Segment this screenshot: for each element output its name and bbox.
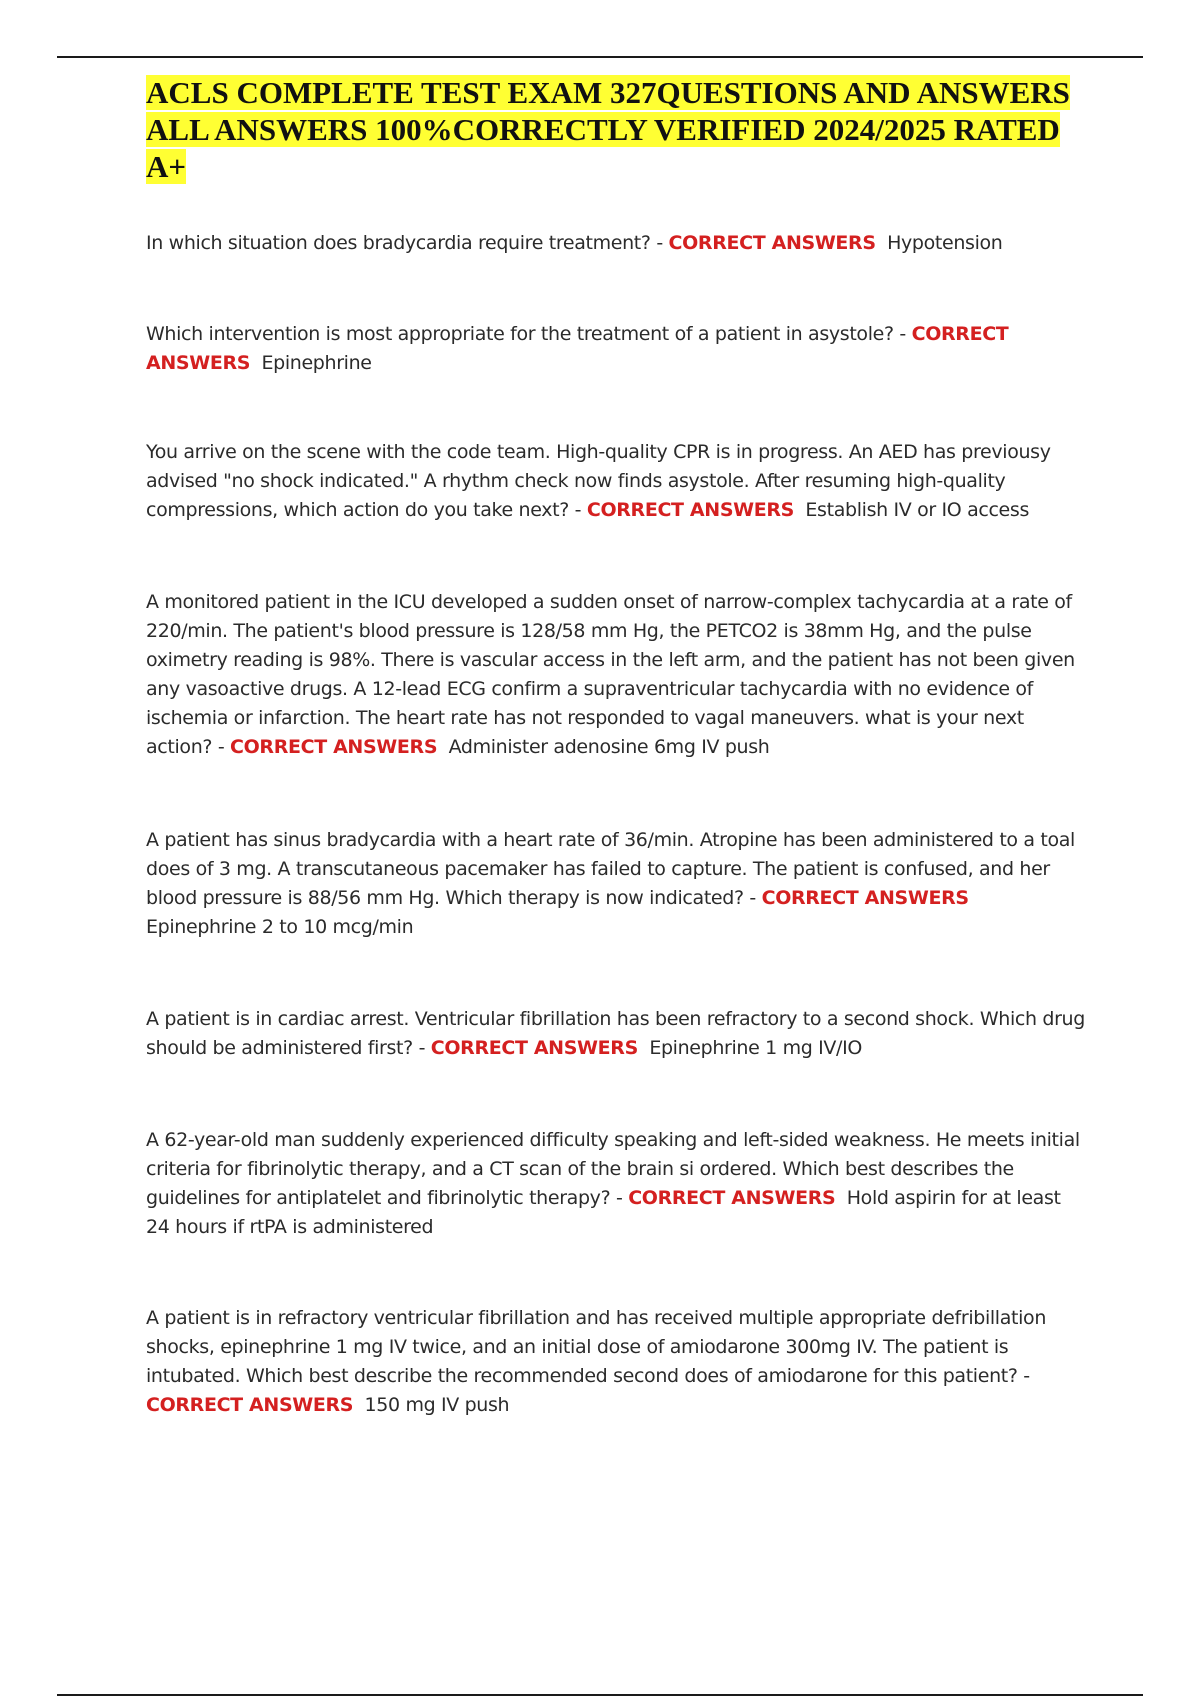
answer-text: Administer adenosine 6mg IV push <box>448 736 770 758</box>
correct-answers-label: CORRECT ANSWERS <box>668 232 876 254</box>
separator: - <box>893 323 912 345</box>
correct-answers-label: CORRECT ANSWERS <box>628 1187 836 1209</box>
answer-text: Epinephrine 2 to 10 mcg/min <box>146 916 414 938</box>
separator: - <box>610 1187 629 1209</box>
answer-text: Establish IV or IO access <box>805 499 1029 521</box>
answer-text: Epinephrine 1 mg IV/IO <box>649 1037 862 1059</box>
question-text: A monitored patient in the ICU developed a sudden onset of narrow-complex tachycardia at a rate of 220/min. The patient's blood pressure is 128/58 mm Hg, the PETCO2 is 38mm Hg, and the pulse oximetry reading is 98%. There is vascular access in the left arm, and the patient has not been given any vasoactive drugs. A 12-lead ECG confirm a supraventricular tachycardia with no evidence of ischemia or infarction. The heart rate has not responded to vagal maneuvers. what is your next action? <box>146 591 1075 758</box>
question-text: In which situation does bradycardia require treatment? <box>146 232 651 254</box>
qa-item <box>146 1005 1086 1063</box>
qa-item <box>146 320 1086 378</box>
correct-answers-label: CORRECT ANSWERS <box>430 1037 638 1059</box>
question-text: Which intervention is most appropriate for the treatment of a patient in asystole? <box>146 323 894 345</box>
answer-text: Hypotension <box>887 232 1003 254</box>
correct-answers-label: CORRECT ANSWERS <box>146 1394 354 1416</box>
correct-answers-label: CORRECT ANSWERS <box>146 323 1009 374</box>
qa-item <box>146 826 1086 942</box>
header-rule <box>57 56 1143 58</box>
document-title <box>146 74 1086 185</box>
qa-item <box>146 1304 1086 1420</box>
separator: - <box>568 499 587 521</box>
answer-text: 150 mg IV push <box>364 1394 510 1416</box>
separator: - <box>412 1037 431 1059</box>
qa-item <box>146 438 1086 525</box>
qa-item <box>146 588 1086 762</box>
question-text: A patient is in refractory ventricular fibrillation and has received multiple appropriate defribillation shocks, epinephrine 1 mg IV twice, and an initial dose of amiodarone 300mg IV. The patient is intubated. Which best describe the recommended second does of amiodarone for this patient? <box>146 1307 1047 1387</box>
question-text: A patient has sinus bradycardia with a heart rate of 36/min. Atropine has been administered to a toal does of 3 mg. A transcutaneous pacemaker has failed to capture. The patient is confused, and her blood pressure is 88/56 mm Hg. Which therapy is now indicated? <box>146 829 1075 909</box>
qa-item <box>146 229 1086 258</box>
separator: - <box>650 232 669 254</box>
answer-text: Hold aspirin for at least 24 hours if rtPA is administered <box>146 1187 1061 1238</box>
footer-rule <box>57 1694 1143 1696</box>
question-text: You arrive on the scene with the code team. High-quality CPR is in progress. An AED has previousy advised "no shock indicated." A rhythm check now finds asystole. After resuming high-quality compressions, which action do you take next? <box>146 441 1051 521</box>
correct-answers-label: CORRECT ANSWERS <box>586 499 795 521</box>
qa-item <box>146 1126 1086 1242</box>
separator: - <box>212 736 231 758</box>
correct-answers-label: CORRECT ANSWERS <box>230 736 438 758</box>
question-text: A patient is in cardiac arrest. Ventricular fibrillation has been refractory to a second shock. Which drug should be administered first? <box>146 1008 1085 1059</box>
separator: - <box>1017 1365 1030 1387</box>
answer-text: Epinephrine <box>261 352 372 374</box>
correct-answers-label: CORRECT ANSWERS <box>761 887 969 909</box>
separator: - <box>743 887 762 909</box>
question-text: A 62-year-old man suddenly experienced difficulty speaking and left-sided weakness. He meets initial criteria for fibrinolytic therapy, and a CT scan of the brain si ordered. Which best describes the guidelines for antiplatelet and fibrinolytic therapy? <box>146 1129 1080 1209</box>
title-highlight: ACLS COMPLETE TEST EXAM 327QUESTIONS AND ANSWERS ALL ANSWERS 100%CORRECTLY VERIFIED 2024/2025 RATED A+ <box>146 75 1070 184</box>
